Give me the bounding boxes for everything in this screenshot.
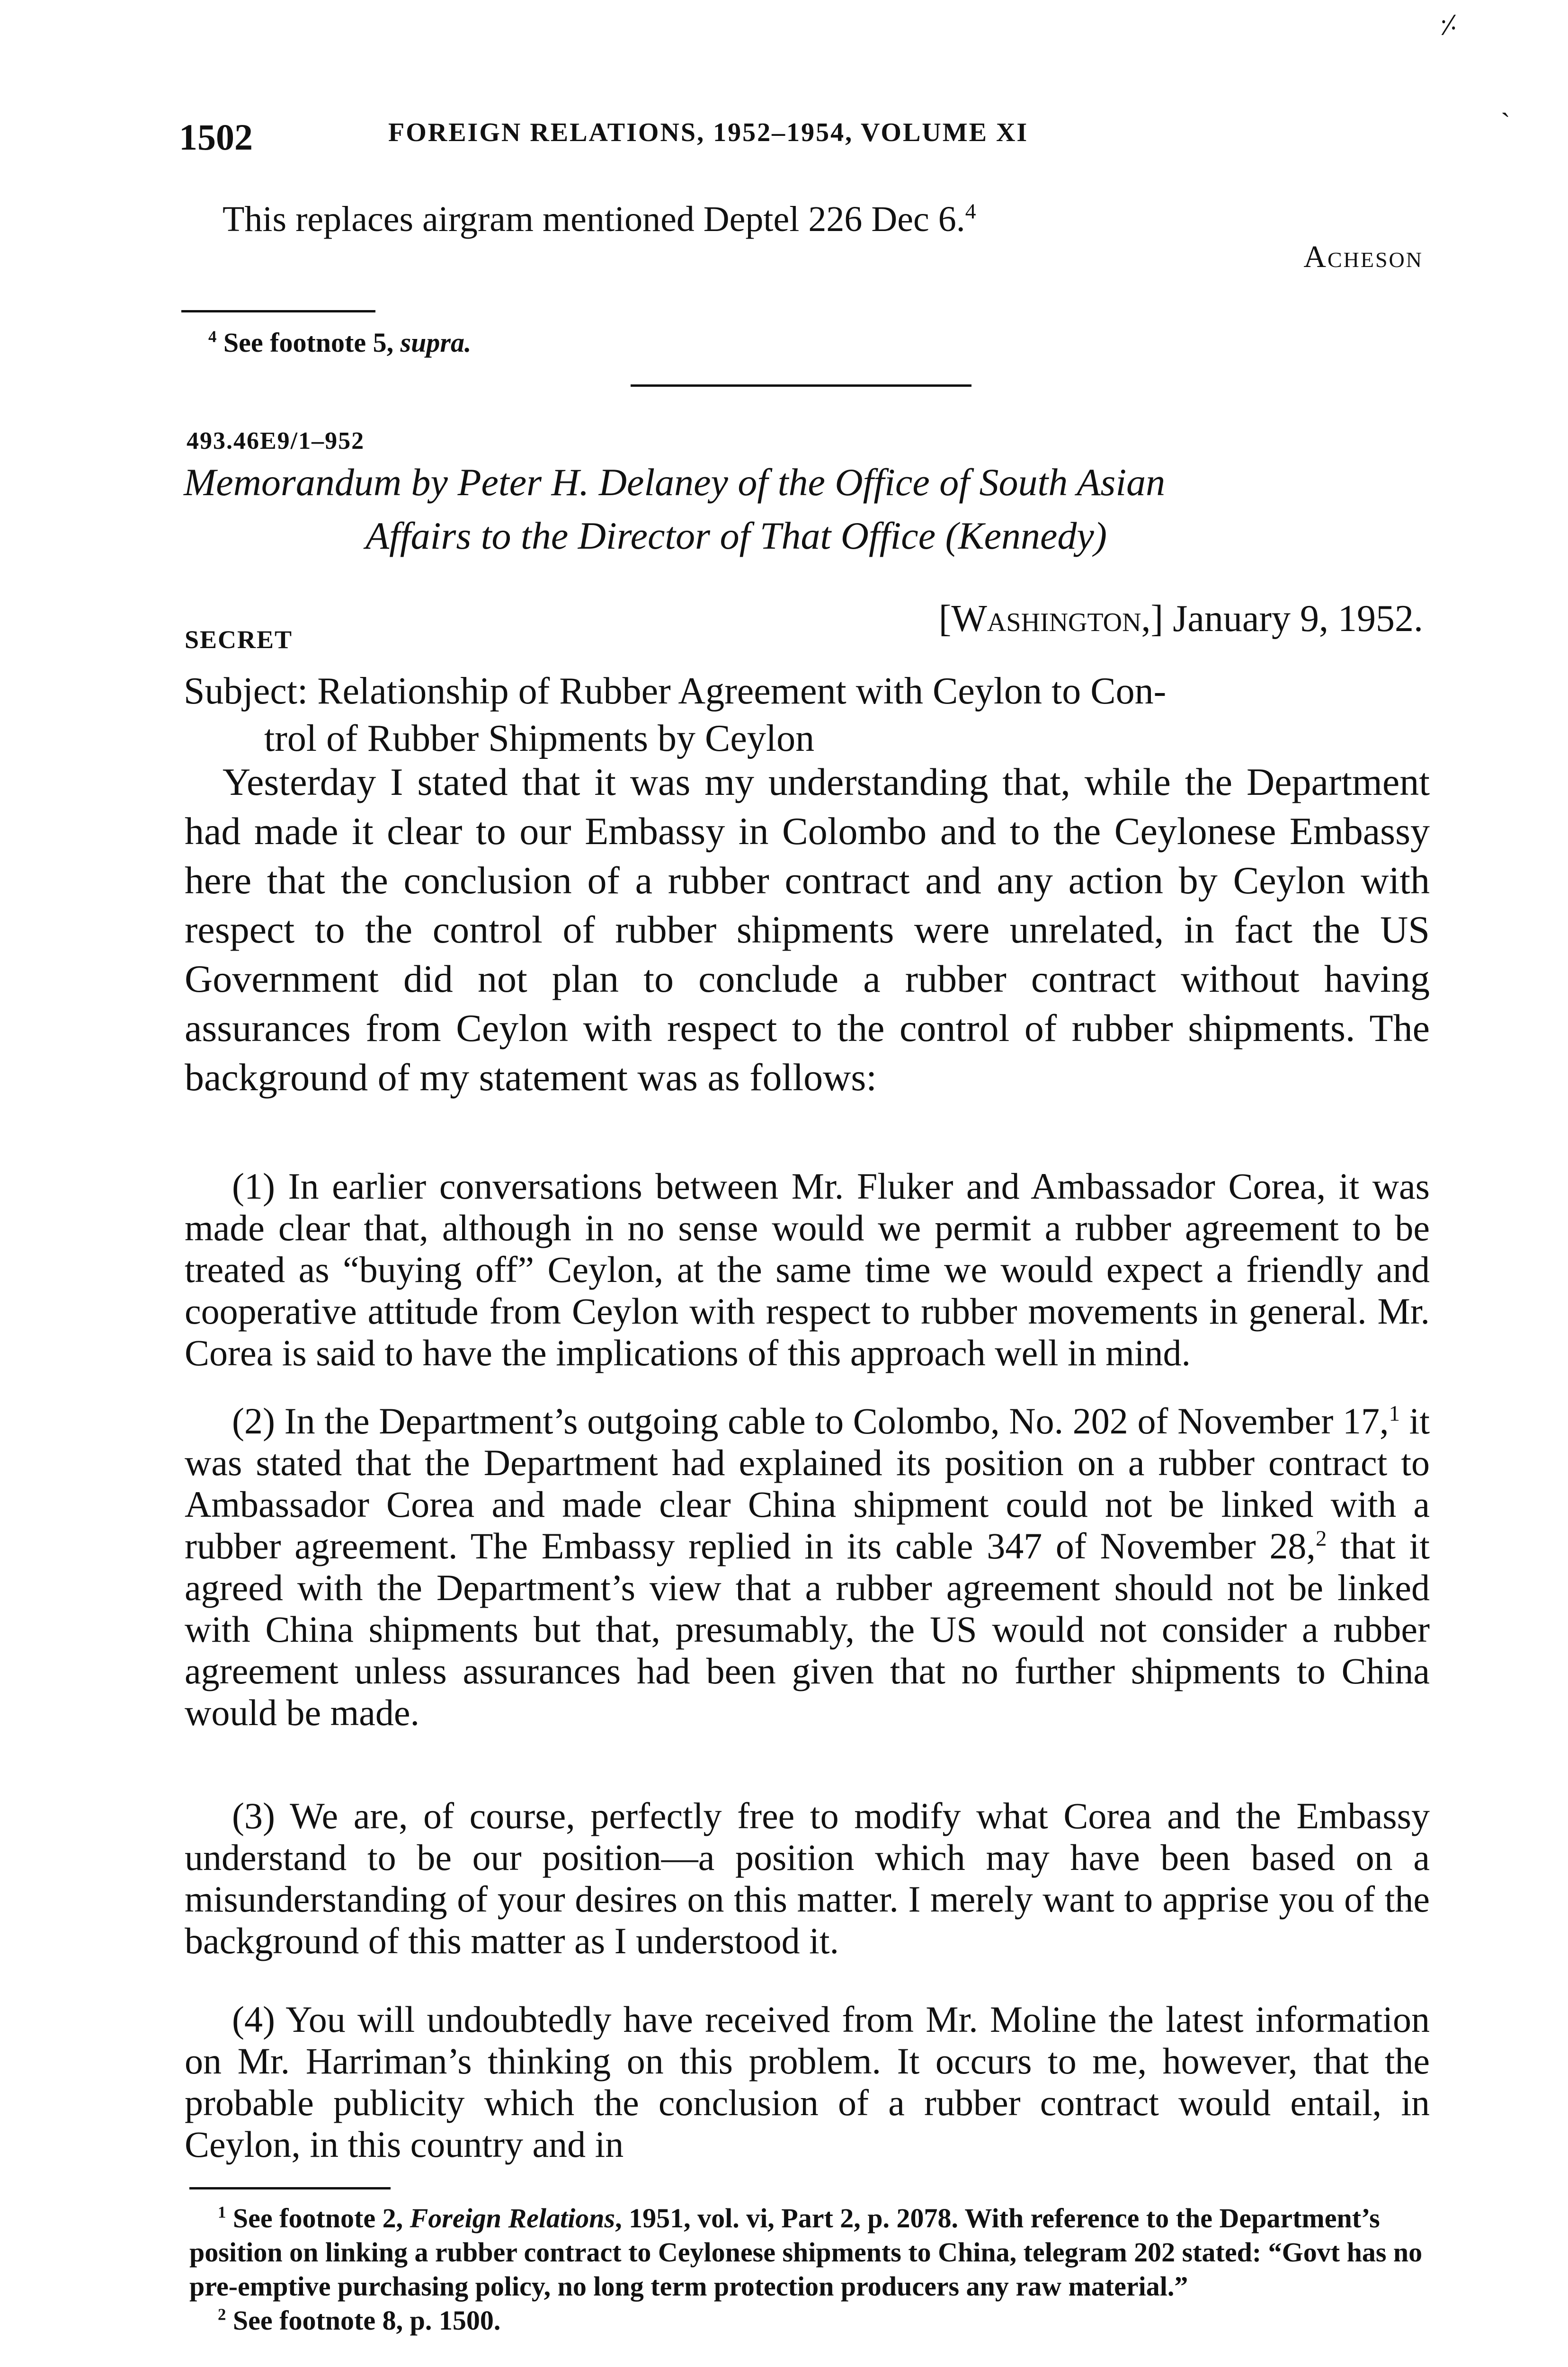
closing-line: This replaces airgram mentioned Deptel 226 Dec 6.$^4$ (223, 199, 976, 239)
footnote-4: $^4$ See footnote 5, supra. (208, 327, 472, 358)
numbered-item-4: (4) You will undoubtedly have received from Mr. Moline the latest information on Mr. Harriman’s thinking on this problem. It occurs to me, however, that the probable publicity which the conclusion of a rubber contract would entail, in Ceylon, in this country and in (185, 1999, 1430, 2165)
file-number: 493.46E9/1–952 (187, 427, 365, 454)
classification: SECRET (185, 625, 293, 654)
numbered-item-1: (1) In earlier conversations between Mr. Fluker and Ambassador Corea, it was made clear that, although in no sense would we permit a rubber agreement to be treated as “buying off” Ceylon, at the same time we would expect a friendly and cooperative attitude from Ceylon with respect to rubber movements in general. Mr. Corea is said to have the implications of this approach well in mind. (185, 1166, 1430, 1373)
running-title: FOREIGN RELATIONS, 1952–1954, VOLUME XI (388, 118, 1029, 147)
footnote-divider (189, 2187, 391, 2189)
document-title-line-1: Memorandum by Peter H. Delaney of the Office of South Asian (184, 461, 1166, 504)
page-number: 1502 (179, 116, 253, 158)
numbered-item-3: (3) We are, of course, perfectly free to modify what Corea and the Embassy understand to be our position—a position which may have been based on a misunderstanding of your desires on this matter. I merely want to apprise you of the background of this matter as I understood it. (185, 1795, 1430, 1961)
signature: Acheson (1303, 240, 1423, 274)
numbered-item-2: (2) In the Department’s outgoing cable to Colombo, No. 202 of November 17,$^1$ it was stated that the Department had explained its position on a rubber contract to Ambassador Corea and made clear China shipment could not be linked with a rubber agreement. The Embassy replied in its cable 347 of November 28,$^2$ that it agreed with the Department’s view that a rubber agreement should not be linked with China shipments but that, presumably, the US would not consider a rubber agreement unless assurances had been given that no further shipments to China would be made. (185, 1400, 1430, 1733)
subject (184, 667, 1424, 762)
date-place: [Washington,] (938, 598, 1164, 640)
subject-line-2: trol of Rubber Shipments by Ceylon (264, 718, 815, 759)
footnote-divider (181, 310, 375, 312)
document-title-line-2: Affairs to the Director of That Office (Kennedy) (365, 514, 1107, 557)
subject-line-1: Relationship of Rubber Agreement with Ceylon to Con- (317, 670, 1167, 712)
date: January 9, 1952. (1173, 598, 1423, 640)
intro-paragraph: Yesterday I stated that it was my understanding that, while the Department had made it clear to our Embassy in Colombo and to the Ceylonese Embassy here that the conclusion of a rubber contract and any action by Ceylon with respect to the control of rubber shipments were unrelated, in fact the US Government did not plan to conclude a rubber contract without having assurances from Ceylon with respect to the control of rubber shipments. The background of my statement was as follows: (185, 760, 1430, 1099)
subject-label: Subject: (184, 670, 308, 712)
footnote-2: $^2$ See footnote 8, p. 1500. (218, 2305, 501, 2336)
document-separator (631, 384, 971, 387)
scan-mark-icon: ⸓ (1439, 10, 1458, 41)
footnote-ref: 1 (1389, 1401, 1400, 1426)
footnote-ref: 2 (1315, 1526, 1327, 1551)
footnote-1: $^1$ See footnote 2, Foreign Relations, 1951, vol. vi, Part 2, p. 2078. With reference to the Department’s position on linking a rubber contract to Ceylonese shipments to China, telegram 202 stated: “Govt has no pre-emptive purchasing policy, no long term protection producers any raw material.” (189, 2203, 1423, 2302)
scan-mark-icon: ˎ (1501, 86, 1510, 117)
footnote-ref: 4 (965, 199, 976, 223)
dateline (939, 597, 1423, 641)
footnotes (189, 2201, 1430, 2338)
